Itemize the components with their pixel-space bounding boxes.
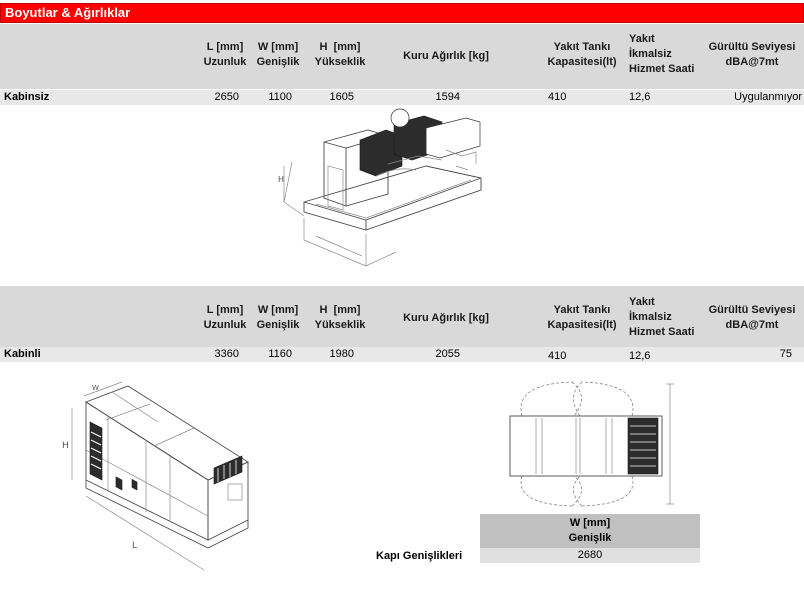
col-hours-header: Yakıt İkmalsiz Hizmet Saati — [629, 33, 695, 75]
cell-width: 1160 — [268, 348, 292, 360]
door-header-line2: Genişlik — [568, 532, 612, 544]
door-width-value: 2680 — [480, 548, 700, 563]
cell-hours: 12,6 — [629, 350, 651, 362]
table-row — [0, 90, 804, 105]
col-weight-header: Kuru Ağırlık [kg] — [403, 312, 489, 324]
open-generator-drawing — [276, 106, 491, 274]
cell-weight: 2055 — [435, 348, 460, 360]
col-width-header: W [mm] Genişlik — [256, 41, 300, 68]
height-dim-letter: H — [62, 441, 69, 451]
cell-height: 1980 — [329, 348, 354, 360]
cell-height: 1605 — [329, 91, 354, 103]
door-header-line1: W [mm] — [569, 517, 611, 529]
cell-hours: 12,6 — [629, 91, 651, 103]
col-length-header: L [mm] Uzunluk — [203, 41, 247, 68]
cell-noise: Uygulanmıyor — [734, 91, 802, 103]
width-dim-letter: W — [92, 384, 99, 392]
col-weight-header: Kuru Ağırlık [kg] — [403, 50, 489, 62]
cell-length: 3360 — [214, 348, 239, 360]
door-table-header — [480, 514, 700, 548]
row-label: Kabinli — [4, 348, 41, 360]
cell-tank: 410 — [548, 350, 567, 362]
col-tank-header: Yakıt Tankı Kapasitesi(lt) — [547, 304, 617, 331]
section-title: Boyutlar & Ağırlıklar — [5, 5, 131, 20]
table-header-cabin — [0, 286, 804, 351]
canopy-generator-drawing — [58, 380, 258, 580]
col-hours-header: Yakıt İkmalsiz Hizmet Saati — [629, 296, 695, 338]
length-dim-letter: L — [132, 541, 138, 551]
table-row — [0, 347, 804, 362]
cell-width: 1100 — [268, 91, 292, 103]
cell-noise: 75 — [779, 348, 792, 360]
door-row-label: Kapı Genişlikleri — [376, 550, 463, 562]
col-height-header: H [mm] Yükseklik — [314, 41, 366, 68]
door-plan-drawing — [500, 378, 680, 510]
col-height-header: H [mm] Yükseklik — [314, 304, 366, 331]
table-header-open — [0, 24, 804, 89]
section-title-bar — [0, 3, 804, 23]
row-label: Kabinsiz — [4, 91, 50, 103]
col-width-header: W [mm] Genişlik — [256, 304, 300, 331]
cell-weight: 1594 — [435, 91, 460, 103]
cell-tank: 410 — [548, 91, 567, 103]
height-dim-letter: H — [278, 175, 285, 184]
col-noise-header: Gürültü Seviyesi dBA@7mt — [708, 41, 796, 68]
col-noise-header: Gürültü Seviyesi dBA@7mt — [708, 304, 796, 331]
col-tank-header: Yakıt Tankı Kapasitesi(lt) — [547, 41, 617, 68]
cell-length: 2650 — [214, 91, 239, 103]
col-length-header: L [mm] Uzunluk — [203, 304, 247, 331]
